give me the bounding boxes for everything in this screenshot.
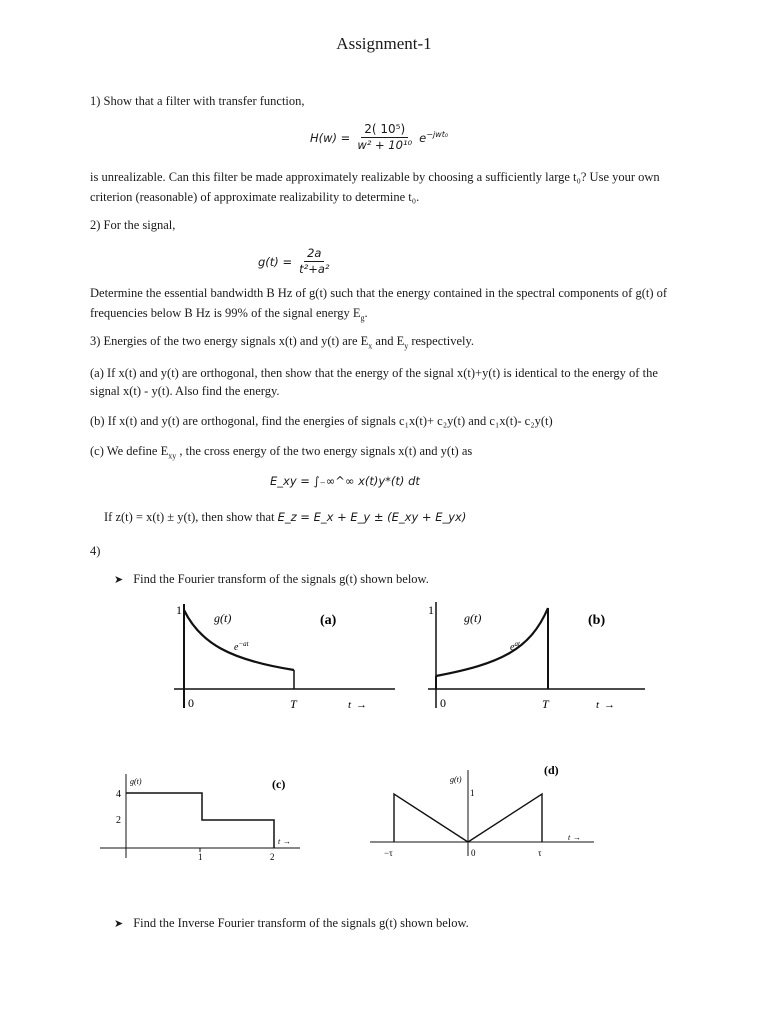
q2-eq-den: t²+a² bbox=[299, 262, 330, 276]
q2-text-2-sub: g bbox=[360, 313, 365, 323]
q3-z-eq: E_z = E_x + E_y ± (E_xy + E_yx) bbox=[277, 510, 467, 524]
plot-a-xT: T bbox=[290, 697, 297, 711]
q2-text-2-main: frequencies below B Hz is 99% of the signal energy E bbox=[90, 306, 361, 320]
q1-text-2: criterion (reasonable) of approximate realizability to determine t₀. bbox=[90, 190, 420, 204]
q3-intro-and: and E bbox=[372, 334, 405, 348]
plot-b-y1: 1 bbox=[428, 603, 434, 617]
q1-eq-exp bbox=[419, 130, 448, 145]
plot-c-y4: 4 bbox=[116, 789, 121, 800]
plot-b-func-base: e bbox=[510, 642, 515, 653]
plot-a-func-sup: −at bbox=[238, 640, 249, 648]
plot-d-g: g(t) bbox=[450, 775, 462, 784]
plot-a-func bbox=[234, 640, 250, 653]
q2-text-2-end: . bbox=[364, 306, 368, 320]
q1-intro: 1) Show that a filter with transfer function, bbox=[90, 94, 305, 108]
q4-bullet-1 bbox=[114, 572, 429, 587]
q2-text-2 bbox=[90, 302, 680, 330]
page-title: Assignment-1 bbox=[336, 34, 432, 53]
q1-eq-fraction bbox=[354, 122, 415, 153]
plot-b-label: (b) bbox=[588, 613, 606, 628]
plot-a-label: (a) bbox=[320, 613, 337, 628]
q3-c-end: , the cross energy of the two energy signals x(t) and y(t) as bbox=[176, 444, 473, 458]
q3-a-2: signal x(t) - y(t). Also find the energy. bbox=[90, 384, 280, 398]
q2-text-1: Determine the essential bandwidth B Hz of g(t) such that the energy contained in the spectral components of g(t) of bbox=[90, 286, 668, 300]
plot-d-t: t bbox=[568, 833, 571, 842]
plot-a bbox=[170, 598, 400, 718]
q3-z-line bbox=[104, 506, 664, 528]
plot-c-t: t bbox=[278, 837, 281, 846]
q1-text-1: is unrealizable. Can this filter be made approximately realizable by choosing a sufficiently large t₀? Use your own bbox=[90, 170, 660, 184]
q3-z-text: If z(t) = x(t) ± y(t), then show that bbox=[104, 510, 278, 524]
q3-c-a: (c) We define E bbox=[90, 444, 169, 458]
plot-c-x2: 2 bbox=[270, 852, 275, 862]
q2-eq-lhs: g(t) = bbox=[258, 254, 293, 269]
q1-eq-exp-base: e bbox=[419, 130, 427, 145]
q4-bullet-1-text: Find the Fourier transform of the signals g(t) shown below. bbox=[133, 572, 429, 586]
plot-c-g: g(t) bbox=[130, 777, 142, 786]
q3-c-sub: xy bbox=[168, 451, 177, 461]
plot-a-g: g(t) bbox=[214, 611, 232, 625]
q3-intro-end: respectively. bbox=[408, 334, 475, 348]
plot-a-func-base: e bbox=[234, 642, 239, 653]
plot-a-t: t bbox=[348, 699, 352, 711]
q1-eq-exp-sup: −jwt₀ bbox=[426, 130, 449, 140]
plot-a-x0: 0 bbox=[188, 696, 194, 710]
plot-b-t: t bbox=[596, 699, 600, 711]
q3-c-equation bbox=[270, 474, 420, 488]
q3-intro-sub-x: x bbox=[368, 341, 373, 351]
plot-b bbox=[420, 598, 650, 718]
q1-eq-lhs: H(w) = bbox=[310, 130, 351, 145]
bullet-arrow-icon: ➤ bbox=[114, 917, 124, 930]
plot-c bbox=[98, 768, 308, 868]
q3-c bbox=[90, 440, 680, 468]
q3-intro-a: 3) Energies of the two energy signals x(t) and y(t) are E bbox=[90, 334, 369, 348]
plot-b-xT: T bbox=[542, 697, 549, 711]
plot-d-x0: 0 bbox=[471, 848, 476, 858]
plot-b-func-sup: at bbox=[514, 640, 520, 648]
q2-equation bbox=[258, 246, 333, 277]
plot-d-xneg: −τ bbox=[384, 848, 393, 858]
plot-a-y1: 1 bbox=[176, 603, 182, 617]
q3-c-eq-text: E_xy = ∫₋∞^∞ x(t)y*(t) dt bbox=[270, 474, 420, 488]
plot-c-arrow-icon: → bbox=[283, 837, 291, 846]
plot-d-xpos: τ bbox=[538, 848, 542, 858]
q3-intro-sub-y: y bbox=[404, 341, 409, 351]
plot-c-label: (c) bbox=[272, 777, 286, 791]
q1-eq-num: 2( 10⁵) bbox=[361, 122, 408, 138]
plot-a-arrow-icon: → bbox=[356, 699, 367, 711]
q4-bullet-2 bbox=[114, 916, 469, 931]
plot-c-y2: 2 bbox=[116, 815, 121, 826]
plot-c-steps bbox=[126, 793, 274, 848]
q2-eq-fraction bbox=[296, 246, 332, 277]
plot-d-label: (d) bbox=[544, 763, 559, 777]
plot-b-x0: 0 bbox=[440, 696, 446, 710]
plot-c-x1: 1 bbox=[198, 852, 203, 862]
bullet-arrow-icon: ➤ bbox=[114, 573, 124, 586]
plot-d-y1: 1 bbox=[470, 788, 475, 798]
q3-intro bbox=[90, 330, 680, 358]
plot-b-g: g(t) bbox=[464, 611, 482, 625]
q1-equation bbox=[310, 122, 448, 153]
q2-eq-num: 2a bbox=[304, 246, 324, 262]
q2-intro: 2) For the signal, bbox=[90, 218, 176, 232]
q4-label: 4) bbox=[90, 544, 101, 558]
q3-b: (b) If x(t) and y(t) are orthogonal, find the energies of signals c₁x(t)+ c₂y(t) and c₁x(t)- c₂y(t) bbox=[90, 414, 553, 428]
plot-b-arrow-icon: → bbox=[604, 699, 615, 711]
plot-d bbox=[368, 760, 598, 868]
plot-b-func bbox=[510, 640, 521, 653]
q3-a-1: (a) If x(t) and y(t) are orthogonal, then show that the energy of the signal x(t)+y(t) is identical to the energy of the bbox=[90, 366, 658, 380]
q4-bullet-2-text: Find the Inverse Fourier transform of the signals g(t) shown below. bbox=[133, 916, 469, 930]
plot-d-arrow-icon: → bbox=[573, 833, 581, 842]
plot-b-curve bbox=[436, 608, 548, 676]
q1-eq-den: w² + 10¹⁰ bbox=[357, 138, 413, 152]
